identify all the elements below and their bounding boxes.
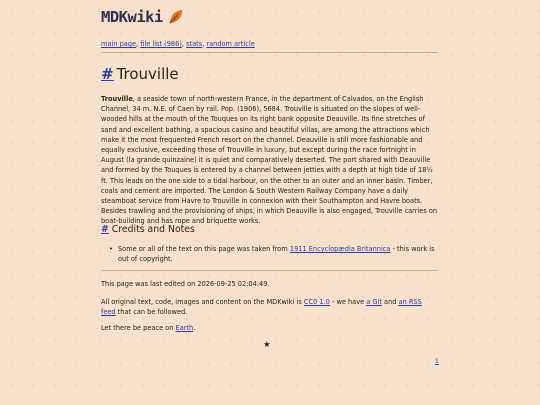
peace-text — [101, 323, 438, 333]
leaf-logo-icon — [167, 8, 185, 26]
divider-top — [101, 52, 438, 53]
license-text-1: All original text, code, images and content on the MDKwiki is — [101, 298, 304, 306]
top-nav: main page, file list (986), stats, random article — [101, 40, 255, 48]
git-link[interactable]: a Git — [366, 298, 382, 306]
last-edited-text: This page was last edited on 2026-09-25 02:04:49. — [101, 280, 270, 288]
divider-bottom — [101, 270, 438, 271]
earth-link[interactable]: Earth — [175, 324, 194, 332]
corner-link[interactable]: 1 — [435, 358, 439, 365]
article-text: , a seaside town of north-western France, in the department of Calvados, on the English Channel, 34 m. N.E. of Caen by rail. Pop. (1906), 5684. Trouville is situated on the slopes of well-wooded hills at the mouth of the Touques on its right bank opposite Deauville. Its fine stretches of sand and excellent bathing, a spacious casino and beautiful villas, are among the attractions which make it the most frequented French resort on the channel. Deauville is still more fashionable and equally exclusive, exceeding those of Trouville in luxury, but except during the race fortnight in August (la grande quinzaine) it is quiet and comparatively deserted. The port shared with Deauville and formed by the Touques is entered by a channel between jetties with a depth at high tide of 18½ ft. This leads on the one side to a tidal harbour, on the other to an outer and an inner basin. Timber, coals and cement are imported. The London & South Western Railway Company have a daily steamboat service from Havre to Trouville in connexion with their Southampton and Havre boats. Besides trawling and the provisioning of ships, in which Deauville is also engaged, Trouville carries on boat-building and has rope and briquette works. — [101, 95, 438, 226]
credit-text: Some or all of the text on this page was taken from — [118, 245, 290, 253]
page-title-text: Trouville — [116, 65, 179, 83]
article-body — [101, 94, 438, 227]
cc0-link[interactable]: CC0 1.0 — [303, 298, 330, 306]
bullet: • — [109, 245, 113, 253]
license-text-3: and — [381, 298, 399, 306]
credits-list-item — [111, 244, 437, 264]
license-text-2: - we have — [329, 298, 367, 306]
site-title[interactable]: MDKwiki — [101, 8, 163, 26]
nav-file-list-link[interactable]: file list (986) — [140, 40, 182, 48]
credits-heading-text: Credits and Notes — [111, 224, 195, 235]
title-anchor-link[interactable]: # — [101, 65, 114, 83]
license-text-4: that can be followed. — [115, 308, 188, 317]
peace-text-1: Let there be peace on — [101, 324, 176, 332]
article-subject: Trouville — [101, 95, 133, 103]
nav-stats-link[interactable]: stats — [186, 40, 203, 48]
nav-random-article-link[interactable]: random article — [206, 40, 255, 48]
license-text — [101, 297, 438, 317]
nav-main-page-link[interactable]: main page — [101, 40, 137, 48]
star-icon: ★ — [263, 340, 271, 350]
peace-text-2: . — [193, 324, 196, 332]
credits-heading — [101, 224, 195, 235]
page-title — [101, 65, 179, 83]
site-header — [101, 8, 185, 26]
credits-anchor-link[interactable]: # — [101, 224, 109, 235]
rss-feed-link[interactable]: an RSS feed — [101, 298, 422, 317]
credit-text-end: - this work is out of copyright. — [118, 245, 435, 264]
britannica-link[interactable]: 1911 Encyclopædia Britannica — [289, 245, 391, 253]
